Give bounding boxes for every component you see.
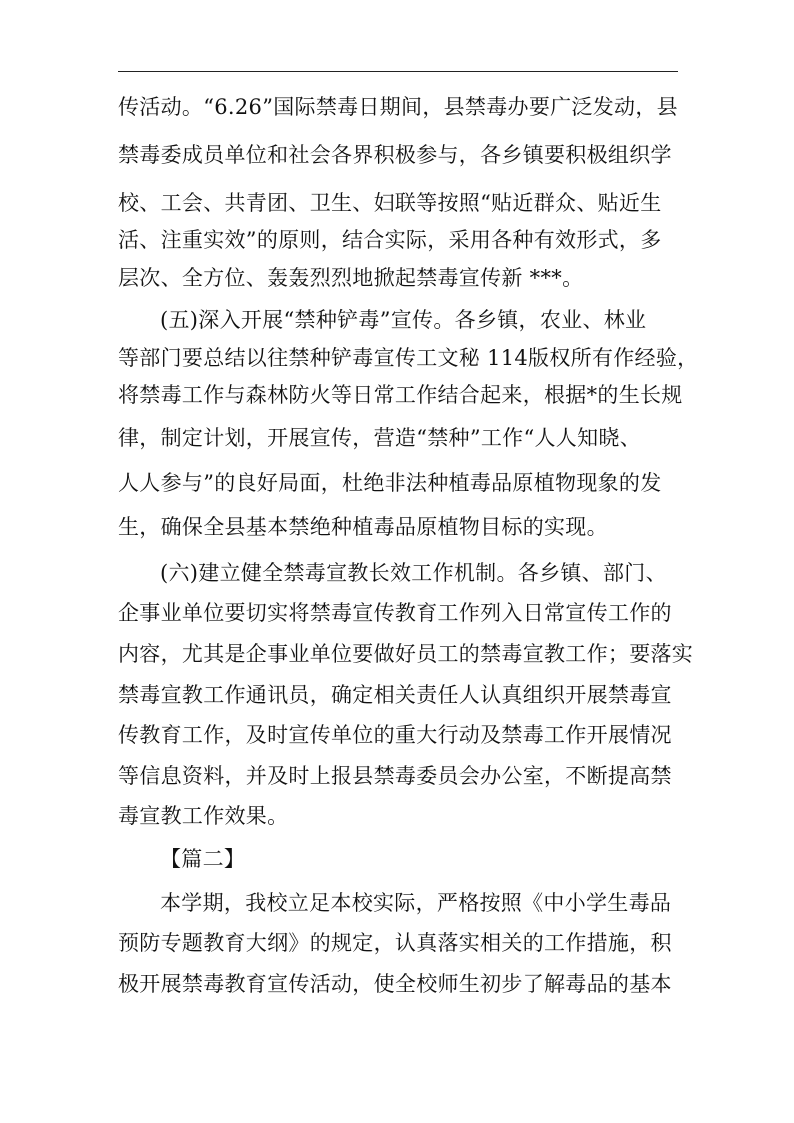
text-line: 毒宣教工作效果。 (118, 804, 289, 828)
text-line: 等部门要总结以往禁种铲毒宣传工文秘 114版权所有作经验， (118, 346, 699, 370)
text-line: 内容，尤其是企事业单位要做好员工的禁毒宣教工作；要落实 (118, 642, 694, 666)
header-rule (118, 71, 678, 72)
text-line: 等信息资料，并及时上报县禁毒委员会办公室，不断提高禁 (118, 764, 672, 788)
section-heading: 【篇二】 (160, 847, 246, 871)
text-line: 层次、全方位、轰轰烈烈地掀起禁毒宣传新 ***。 (118, 266, 584, 290)
paragraph-start: 本学期，我校立足本校实际，严格按照《中小学生毒品 (160, 891, 672, 915)
text-line: 传活动。“6.26”国际禁毒日期间，县禁毒办要广泛发动，县 (118, 95, 678, 119)
text-line: 生，确保全县基本禁绝种植毒品原植物目标的实现。 (118, 515, 608, 539)
paragraph-heading-5: (五)深入开展“禁种铲毒”宣传。各乡镇，农业、林业 (160, 308, 647, 332)
text-line: 将禁毒工作与森林防火等日常工作结合起来，根据*的生长规 (118, 383, 683, 407)
text-line: 禁毒宣教工作通讯员，确定相关责任人认真组织开展禁毒宣 (118, 683, 672, 707)
paragraph-heading-6: (六)建立健全禁毒宣教长效工作机制。各乡镇、部门、 (160, 561, 667, 585)
text-line: 律，制定计划，开展宣传，营造“禁种”工作“人人知晓、 (118, 426, 642, 450)
text-line: 禁毒委成员单位和社会各界积极参与，各乡镇要积极组织学 (118, 143, 672, 167)
text-line: 企事业单位要切实将禁毒宣传教育工作列入日常宣传工作的 (118, 601, 672, 625)
text-line: 预防专题教育大纲》的规定，认真落实相关的工作措施，积 (118, 931, 672, 955)
text-line: 活、注重实效”的原则，结合实际，采用各种有效形式，多 (118, 228, 662, 252)
text-line: 人人参与”的良好局面，杜绝非法种植毒品原植物现象的发 (118, 471, 662, 495)
text-line: 传教育工作，及时宣传单位的重大行动及禁毒工作开展情况 (118, 723, 672, 747)
text-line: 校、工会、共青团、卫生、妇联等按照“贴近群众、贴近生 (118, 191, 662, 215)
text-line: 极开展禁毒教育宣传活动，使全校师生初步了解毒品的基本 (118, 972, 672, 996)
